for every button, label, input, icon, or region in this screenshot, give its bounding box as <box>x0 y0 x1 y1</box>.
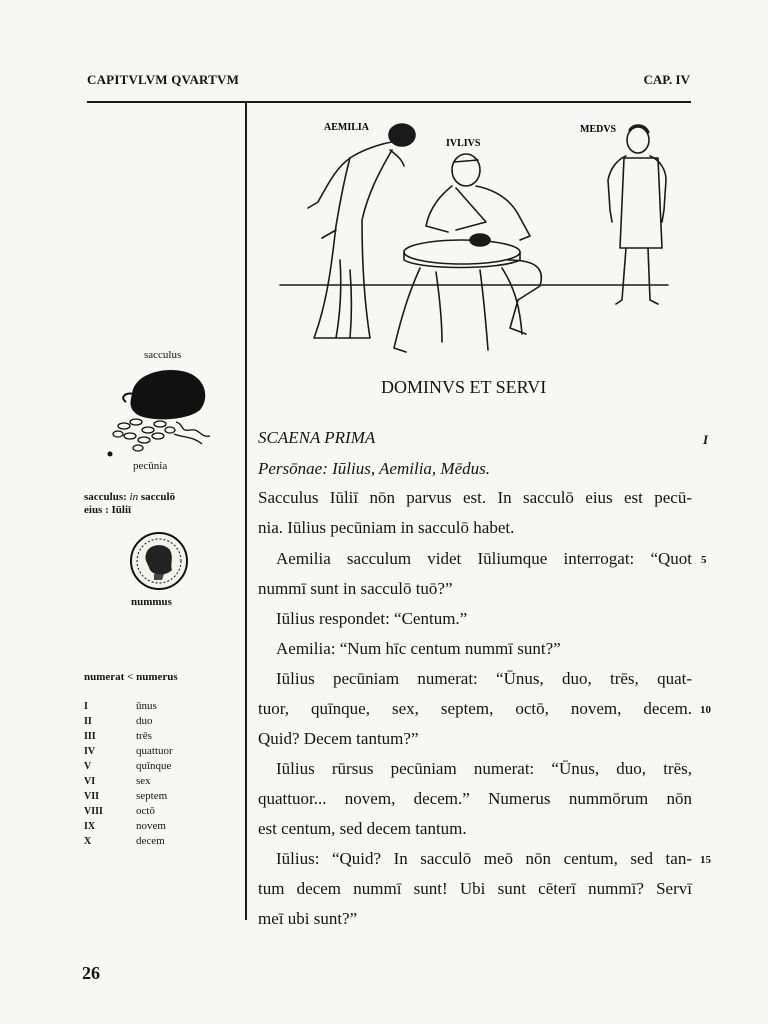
roman-numeral: IV <box>84 746 96 757</box>
margin-label-pecunia: pecūnia <box>133 460 168 472</box>
text-line: meī ubi sunt?” <box>258 909 358 928</box>
numeral-row <box>84 699 173 714</box>
text-line: est centum, sed decem tantum. <box>258 819 467 838</box>
numeral-word: octō <box>136 805 155 817</box>
scene-heading: SCAENA PRIMA <box>258 428 376 447</box>
roman-numeral: II <box>84 716 92 727</box>
numeral-row <box>84 819 173 834</box>
numeral-row <box>84 744 173 759</box>
illustration-label-medus: MEDVS <box>580 124 617 135</box>
illustration-label-aemilia: AEMILIA <box>324 122 370 133</box>
numeral-word: trēs <box>136 730 152 742</box>
numeral-row <box>84 774 173 789</box>
section-title: DOMINVS ET SERVI <box>381 377 547 397</box>
text-line: Aemilia: “Num hīc centum nummī sunt?” <box>276 639 561 658</box>
text-line: Aemilia sacculum videt Iūliumque interrogat: “Quot <box>276 549 692 568</box>
text-line: Sacculus Iūliī nōn parvus est. In sacculō eius est pecū- <box>258 488 692 507</box>
numeral-row <box>84 714 173 729</box>
numeral-row <box>84 834 173 849</box>
header-rule <box>87 101 691 103</box>
numeral-row <box>84 759 173 774</box>
running-header-chapter: CAPITVLVM QVARTVM <box>87 72 240 87</box>
text-line: Quid? Decem tantum?” <box>258 729 419 748</box>
numerals-table <box>84 699 173 849</box>
illustration-label-iulius: IVLIVS <box>446 138 481 149</box>
line-number: 15 <box>700 854 711 866</box>
page-number: 26 <box>82 963 100 983</box>
nummus-coin-image <box>124 530 194 592</box>
scene-illustration <box>270 110 690 365</box>
line-number: 5 <box>701 554 707 566</box>
note-term: sacculus: <box>84 491 127 503</box>
text-line: Iūlius: “Quid? In sacculō meō nōn centum, sed tan- <box>276 849 692 868</box>
numeral-word: septem <box>136 790 168 802</box>
personae-names: Iūlius, Aemilia, Mēdus. <box>332 459 490 478</box>
text-line: quattuor... novem, decem.” Numerus nummōrum nōn <box>258 789 692 808</box>
numeral-row <box>84 804 173 819</box>
numeral-word: quīnque <box>136 760 172 772</box>
note-phrase: sacculō <box>140 491 176 503</box>
text-line: Iūlius pecūniam numerat: “Ūnus, duo, trēs, quat- <box>276 669 692 688</box>
numeral-word: duo <box>136 715 153 727</box>
roman-numeral: X <box>84 836 92 847</box>
margin-note-sacculus <box>84 491 234 517</box>
numeral-word: ūnus <box>136 700 157 712</box>
roman-numeral: I <box>84 701 88 712</box>
sacculus-coins-image <box>104 364 214 460</box>
margin-note-numerat: numerat < numerus <box>84 671 178 683</box>
text-line: Iūlius rūrsus pecūniam numerat: “Ūnus, duo, trēs, <box>276 759 692 778</box>
numeral-word: novem <box>136 820 166 832</box>
roman-numeral: III <box>84 731 96 742</box>
text-line: nia. Iūlius pecūniam in sacculō habet. <box>258 518 515 537</box>
numeral-word: sex <box>136 775 151 787</box>
medus-figure <box>608 126 666 304</box>
numeral-word: decem <box>136 835 165 847</box>
personae-line <box>258 459 490 479</box>
text-line: nummī sunt in sacculō tuō?” <box>258 579 453 598</box>
margin-divider <box>245 102 247 920</box>
line-number: 10 <box>700 704 711 716</box>
running-header-cap: CAP. IV <box>643 72 690 87</box>
scene-marker: I <box>703 432 709 447</box>
text-line: tum decem nummī sunt! Ubi sunt cēterī nummī? Servī <box>258 879 692 898</box>
roman-numeral: IX <box>84 821 96 832</box>
personae-label: Persōnae: <box>258 459 328 478</box>
numeral-row <box>84 789 173 804</box>
roman-numeral: VI <box>84 776 96 787</box>
aemilia-figure <box>308 124 415 338</box>
numeral-word: quattuor <box>136 745 173 757</box>
iulius-figure <box>394 154 541 352</box>
margin-label-nummus: nummus <box>131 596 172 608</box>
numeral-row <box>84 729 173 744</box>
note-rest: eius : Iūliī <box>84 504 132 516</box>
text-line: Iūlius respondet: “Centum.” <box>276 609 468 628</box>
roman-numeral: VII <box>84 791 100 802</box>
margin-label-sacculus: sacculus <box>144 349 182 361</box>
text-line: tuor, quīnque, sex, septem, octō, novem, decem. <box>258 699 692 718</box>
roman-numeral: V <box>84 761 92 772</box>
roman-numeral: VIII <box>84 806 103 817</box>
note-in: in <box>129 491 139 503</box>
